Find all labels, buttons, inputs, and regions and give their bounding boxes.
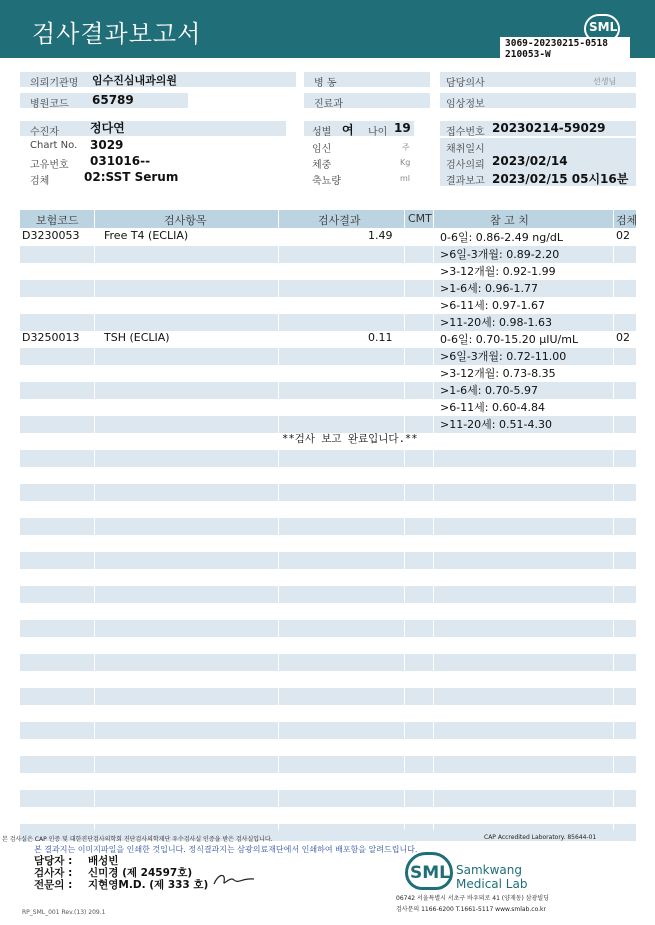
request-date: 2023/02/14 (492, 154, 568, 168)
collect-label: 채취일시 (446, 144, 485, 155)
header-result: 검사결과 (318, 214, 361, 227)
row-test-item: Free T4 (ECLIA) (104, 229, 189, 242)
patient-label: 수진자 (30, 127, 59, 138)
column-divider (613, 210, 614, 830)
reference-line: >11-20세: 0.51-4.30 (440, 418, 552, 431)
header-logo-text: SML (589, 20, 618, 34)
manager-label: 담당자 : (34, 855, 73, 867)
institution-value: 임수진심내과의원 (92, 74, 178, 87)
column-divider (433, 210, 434, 830)
report-date: 2023/02/15 05시16분 (492, 172, 629, 186)
report-label: 결과보고 (446, 176, 485, 187)
age-value: 19 (394, 121, 411, 135)
report-title: 검사결과보고서 (32, 20, 202, 48)
revision-code: RP_SML_001 Rev.(13) 209.1 (22, 909, 106, 916)
preg-label: 임신 (312, 144, 332, 155)
table-row-stripe (20, 756, 636, 773)
header-insurance-code: 보험코드 (36, 214, 79, 227)
weight-unit: Kg (400, 158, 411, 167)
row-code: D3250013 (22, 331, 80, 344)
request-label: 검사의뢰 (446, 160, 485, 171)
footer-contact: 검사문의 1166-6200 T.1661-5117 www.smlab.co.kr (396, 906, 546, 913)
table-row-stripe (20, 552, 636, 569)
doctor-label: 담당의사 (446, 78, 485, 89)
patient-value: 정다연 (90, 121, 125, 135)
header-specimen: 검체 (616, 214, 638, 227)
reference-line: >1-6세: 0.70-5.97 (440, 384, 538, 397)
column-divider (94, 210, 95, 830)
table-row-stripe (20, 722, 636, 739)
specialist-name: 지현영M.D. (제 333 호) (88, 879, 209, 891)
receipt-value: 20230214-59029 (492, 121, 606, 135)
specimen-label: 검체 (30, 176, 50, 187)
id-label: 고유번호 (30, 160, 69, 171)
cap-accreditation: CAP Accredited Laboratory. 85644-01 (484, 834, 597, 841)
hospital-code-value: 65789 (92, 93, 134, 107)
doc-number: 3069-20230215-0518 210053-W (505, 38, 608, 60)
reference-line: >6일-3개월: 0.72-11.00 (440, 350, 567, 363)
weight-label: 체중 (312, 160, 332, 171)
reference-line: 0-6일: 0.70-15.20 μIU/mL (440, 333, 579, 346)
header-cmt: CMT (408, 212, 432, 225)
row-specimen: 02 (616, 229, 630, 242)
tester-label: 검사자 : (34, 867, 73, 879)
specimen-value: 02:SST Serum (84, 170, 179, 184)
institution-label: 의뢰기관명 (30, 78, 79, 89)
completion-message: **검사 보고 완료입니다.** (282, 433, 418, 445)
age-label: 나이 (368, 127, 388, 138)
row-test-item: TSH (ECLIA) (104, 331, 170, 344)
manager-name: 배성빈 (88, 855, 119, 867)
doctor-unit: 선생님 (593, 77, 617, 86)
urine-unit: ml (400, 174, 411, 183)
sex-value: 여 (342, 123, 354, 137)
table-row-stripe (20, 518, 636, 535)
table-row-stripe (20, 688, 636, 705)
header-test-item: 검사항목 (164, 214, 207, 227)
reference-line: >3-12개월: 0.73-8.35 (440, 367, 556, 380)
clinical-label: 임상정보 (446, 99, 485, 110)
print-notice: 본 결과지는 이미지파일을 인쇄한 것입니다. 정식결과지는 삼광의료재단에서 인쇄하여 배포함을 알려드립니다. (34, 845, 418, 854)
footer-brand: Samkwang Medical Lab (456, 863, 528, 891)
preg-unit: 주 (402, 143, 410, 152)
reference-line: >6-11세: 0.60-4.84 (440, 401, 545, 414)
chart-value: 3029 (90, 138, 124, 152)
header-reference: 참 고 치 (490, 214, 529, 227)
reference-line: >6-11세: 0.97-1.67 (440, 299, 545, 312)
report-header (0, 0, 655, 58)
reference-line: >3-12개월: 0.92-1.99 (440, 265, 556, 278)
specialist-label: 전문의 : (34, 879, 73, 891)
table-row-stripe (20, 620, 636, 637)
table-row-stripe (20, 790, 636, 807)
reference-line: 0-6일: 0.86-2.49 ng/dL (440, 231, 564, 244)
signature-icon (210, 870, 258, 888)
dept-label: 진료과 (314, 99, 343, 110)
table-row-stripe (20, 450, 636, 467)
reference-line: >6일-3개월: 0.89-2.20 (440, 248, 560, 261)
column-divider (404, 210, 405, 830)
id-value: 031016-- (90, 154, 151, 168)
row-result: 0.11 (368, 331, 393, 344)
table-row-stripe (20, 382, 636, 399)
footer-logo-text: SML (410, 863, 450, 883)
row-code: D3230053 (22, 229, 80, 242)
sex-label: 성별 (312, 127, 332, 138)
chart-label: Chart No. (30, 140, 78, 151)
urine-label: 축뇨량 (312, 176, 341, 187)
footer-address: 06742 서울특별시 서초구 바우뫼로 41 (양재동) 삼광빌딩 (396, 895, 549, 902)
tester-name: 신미경 (제 24597호) (88, 867, 193, 879)
reference-line: >11-20세: 0.98-1.63 (440, 316, 552, 329)
hospital-code-label: 병원코드 (30, 99, 69, 110)
table-row-stripe (20, 280, 636, 297)
table-row-stripe (20, 484, 636, 501)
accreditation-notice: 본 검사실은 CAP 인증 및 대한진단검사의학회 진단검사의학재단 우수검사실 인증을 받은 검사실입니다. (2, 836, 273, 843)
ward-label: 병 동 (314, 78, 337, 89)
row-result: 1.49 (368, 229, 393, 242)
table-row-stripe (20, 654, 636, 671)
row-specimen: 02 (616, 331, 630, 344)
reference-line: >1-6세: 0.96-1.77 (440, 282, 538, 295)
receipt-label: 접수번호 (446, 127, 485, 138)
column-divider (278, 210, 279, 830)
table-row-stripe (20, 586, 636, 603)
patient-box (20, 121, 286, 136)
